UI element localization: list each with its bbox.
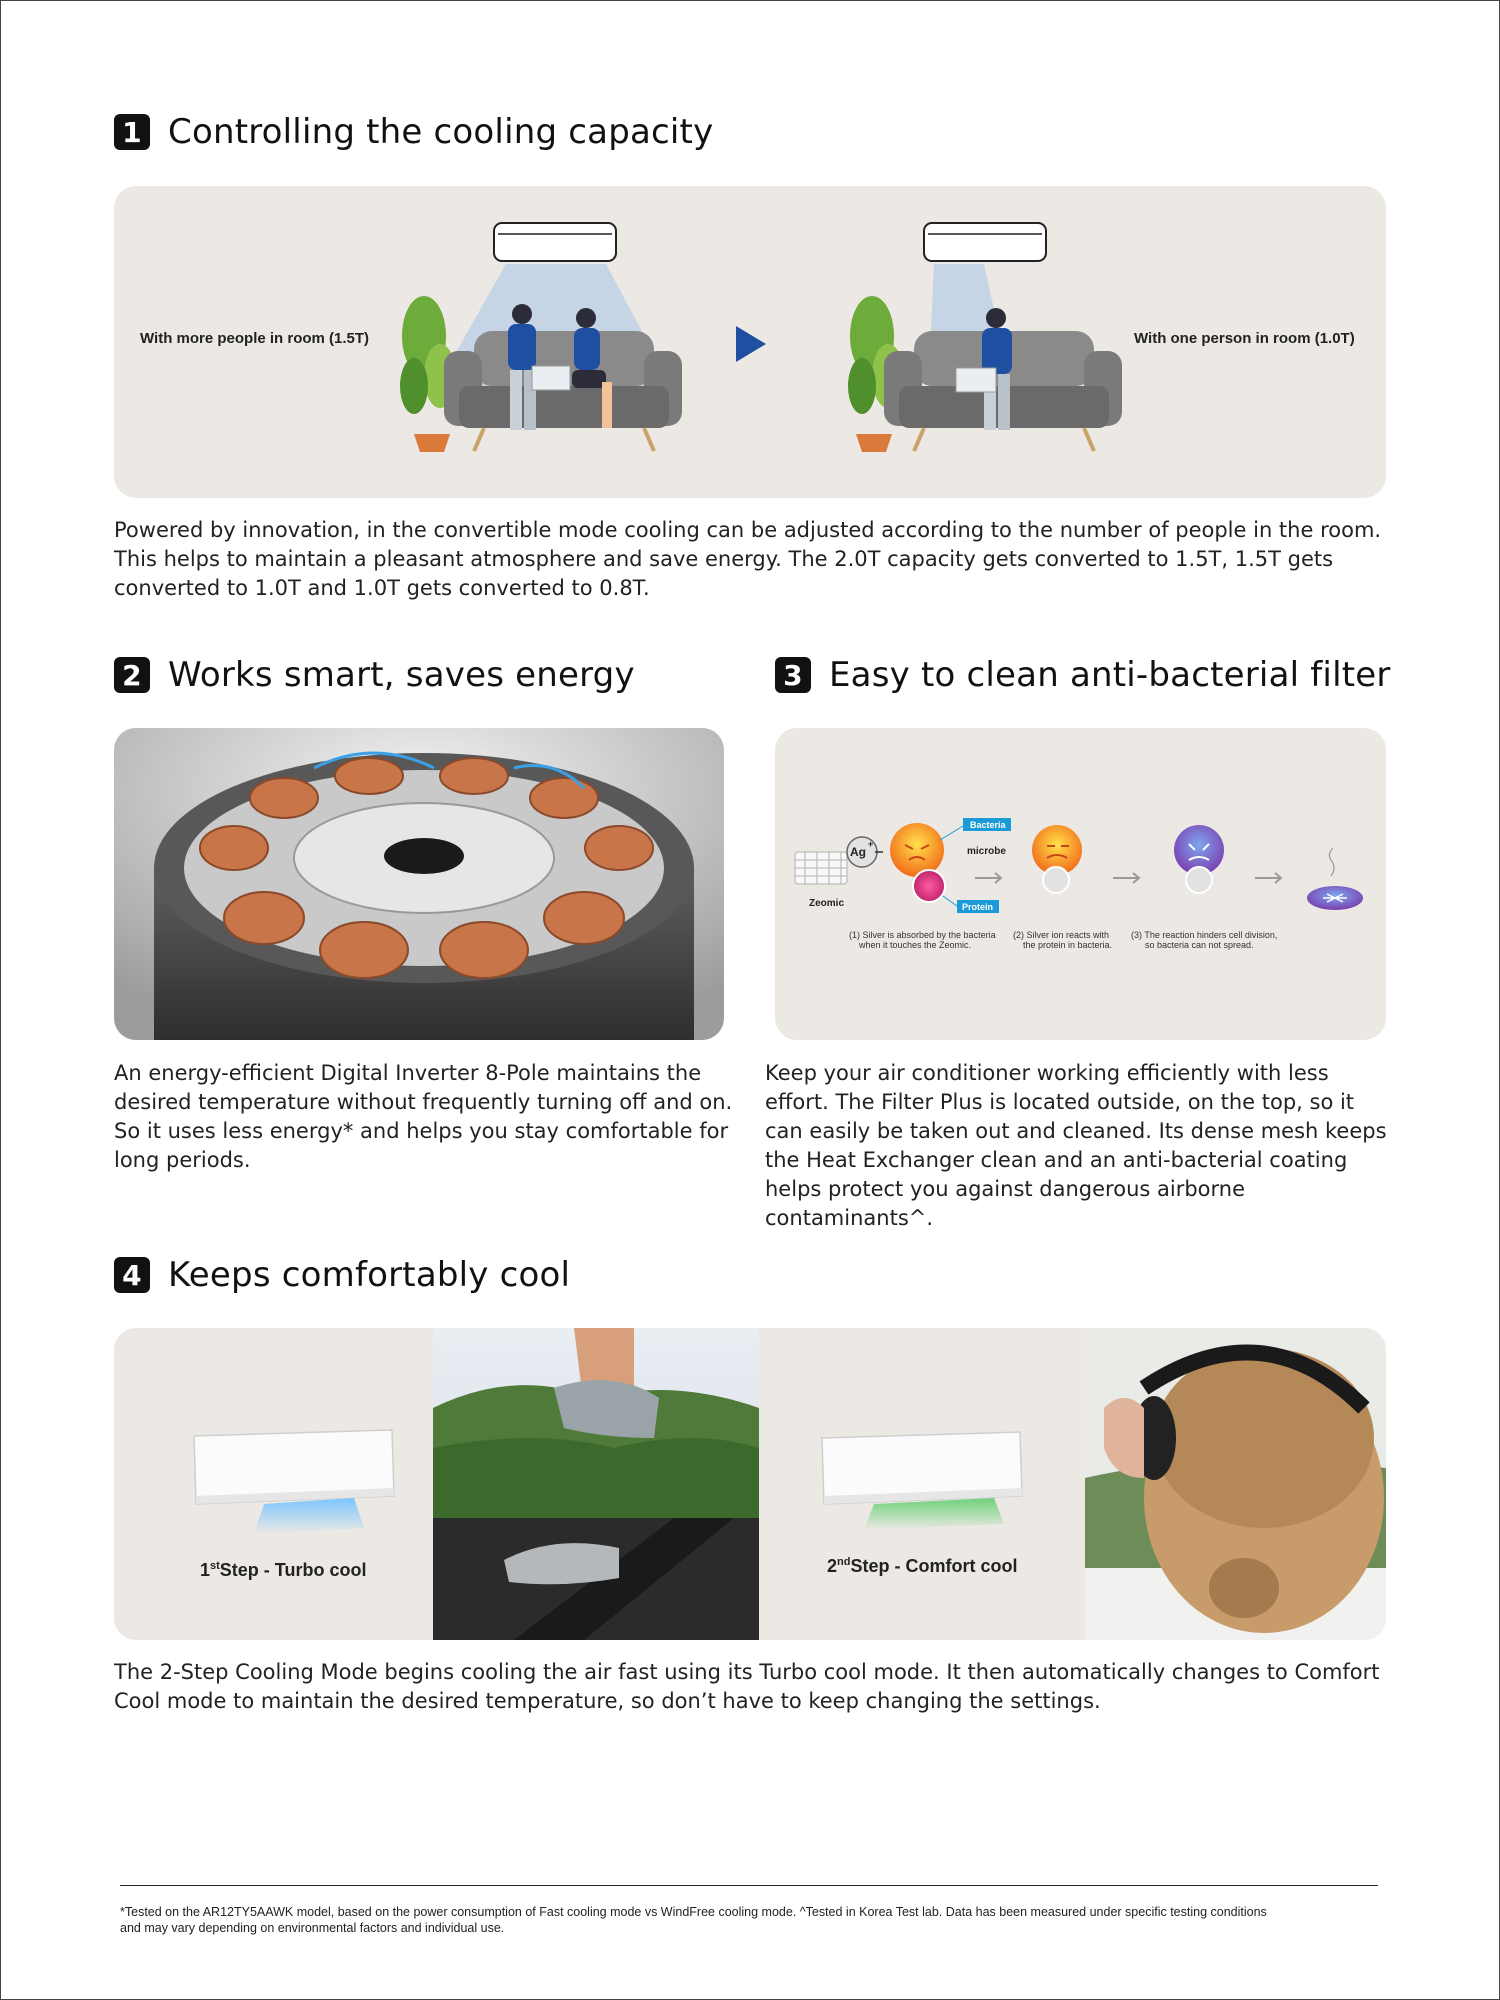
- comfort-ac-unit: [822, 1432, 1022, 1530]
- step-1-label: 1stStep - Turbo cool: [200, 1560, 367, 1580]
- motor-stator-illustration: [114, 728, 724, 1040]
- protein-tag: Protein: [962, 902, 994, 912]
- section-3-title: Easy to clean anti-bacterial filter: [829, 655, 1391, 695]
- two-step-cooling-illustration: [114, 1328, 1386, 1640]
- section-4-number-badge: 4: [114, 1257, 150, 1293]
- section-1-heading: [114, 112, 713, 152]
- section-4-body: The 2-Step Cooling Mode begins cooling the air fast using its Turbo cool mode. It then automatically changes to Comfort Cool mode to maintain the desired temperature, so don’t have to keep changing the settings.: [114, 1660, 1380, 1713]
- section-3-number-badge: 3: [775, 657, 811, 693]
- zeomic-label: Zeomic: [809, 898, 845, 909]
- section-2-title: Works smart, saves energy: [168, 655, 635, 695]
- one-person-label: With one person in room (1.0T): [1134, 330, 1355, 347]
- more-people-label: With more people in room (1.5T): [140, 330, 370, 347]
- microbe-label: microbe: [967, 846, 1006, 857]
- caption-2-line-2: the protein in bacteria.: [1023, 940, 1113, 950]
- antibacterial-filter-panel: [775, 728, 1386, 1040]
- left-room-scene: [400, 223, 682, 452]
- section-1-title: Controlling the cooling capacity: [168, 112, 714, 152]
- section-1-body: Powered by innovation, in the convertible mode cooling can be adjusted according to the number of people in the room. This helps to maintain a pleasant atmosphere and save energy. The 2.0T capacity gets converted to 1.5T, 1.5T gets converted to 1.0T and 1.0T gets converted to 0.8T.: [114, 518, 1382, 600]
- section-1-number-badge: 1: [114, 114, 150, 150]
- caption-1-line-1: (1) Silver is absorbed by the bacteria: [849, 930, 996, 940]
- section-2-body: An energy-efficient Digital Inverter 8-Pole maintains the desired temperature without frequently turning off and on. So it uses less energy* and helps you stay comfortable for long periods.: [114, 1061, 733, 1172]
- zeomic-mesh: [795, 852, 847, 884]
- section-4-title: Keeps comfortably cool: [168, 1255, 571, 1295]
- caption-1-line-2: when it touches the Zeomic.: [859, 940, 972, 950]
- bacteria-stage-1: [890, 823, 944, 877]
- caption-3-line-2: so bacteria can not spread.: [1145, 940, 1254, 950]
- ag-symbol: Ag: [850, 845, 866, 859]
- cooling-capacity-panel: [114, 186, 1386, 498]
- running-photo: [433, 1328, 759, 1640]
- caption-2-line-1: (2) Silver ion reacts with: [1013, 930, 1110, 940]
- inverter-motor-photo: [114, 728, 724, 1040]
- footer-divider: [120, 1885, 1378, 1886]
- section-3-heading: [775, 655, 1391, 695]
- footer-disclaimer: *Tested on the AR12TY5AAWK model, based on the power consumption of Fast cooling mode vs WindFree cooling mode. ^Tested in Korea Test lab. Data has been measured under specific testing conditions and may vary depending on environmental factors and individual use.: [120, 1905, 1267, 1935]
- section-2-heading: [114, 655, 635, 695]
- bacteria-tag: Bacteria: [970, 820, 1006, 830]
- step-2-label: 2ndStep - Comfort cool: [827, 1556, 1018, 1576]
- right-room-scene: [848, 223, 1122, 452]
- ag-plus: +: [868, 839, 874, 849]
- antibacterial-process-diagram: [775, 728, 1386, 1040]
- turbo-ac-unit: [194, 1430, 394, 1534]
- two-step-cooling-panel: [114, 1328, 1386, 1640]
- section-2-number-badge: 2: [114, 657, 150, 693]
- section-4-heading: [114, 1255, 570, 1295]
- transition-arrow: [736, 326, 766, 362]
- caption-3-line-1: (3) The reaction hinders cell division,: [1131, 930, 1278, 940]
- section-3-body: Keep your air conditioner working efficiently with less effort. The Filter Plus is located outside, on the top, so it can easily be taken out and cleaned. Its dense mesh keeps the Heat Exchanger clean and an anti-bacterial coating helps protect you against dangerous airborne contaminants^.: [765, 1061, 1387, 1230]
- headphones-photo: [1085, 1328, 1386, 1640]
